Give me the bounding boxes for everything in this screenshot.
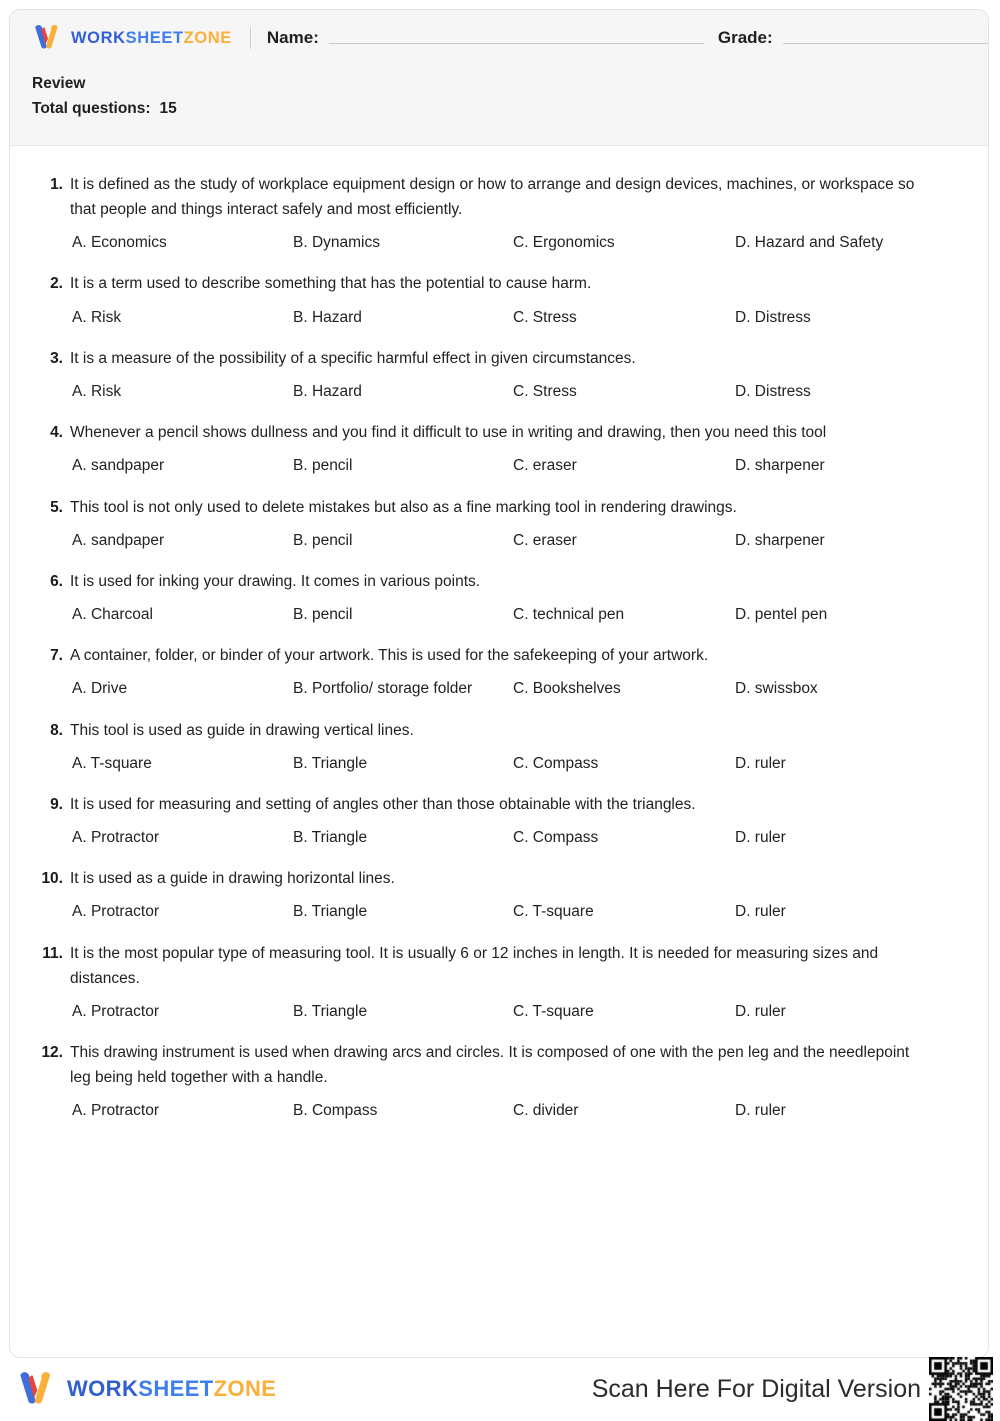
answer-option[interactable]: D. Hazard and Safety [735,234,884,252]
answer-options [36,900,962,923]
question-item [36,1040,962,1122]
question-number: 3. [50,349,63,367]
grade-label: Grade: [717,28,773,47]
answer-option[interactable]: C. T-square [513,1002,594,1020]
name-input-rule[interactable] [329,43,704,44]
question-prompt-row [36,346,962,371]
name-field[interactable] [267,28,704,48]
question-item [36,495,962,552]
answer-option[interactable]: D. ruler [735,1102,786,1120]
header-meta [10,66,988,122]
question-text: This tool is not only used to delete mistakes but also as a fine marking tool in rendering drawings. [70,498,737,516]
logo-word-part2: SHEET [125,28,184,47]
question-item [36,643,962,700]
question-number: 5. [50,498,63,516]
worksheet-header [10,10,988,146]
footer-worksheet-zone-w-mark-icon [16,1372,56,1407]
question-text: Whenever a pencil shows dullness and you find it difficult to use in writing and drawing, then you need this tool [70,424,827,442]
answer-option[interactable]: C. Stress [513,382,577,400]
worksheet-footer [0,1364,1000,1414]
question-number: 11. [42,944,63,962]
grade-input-rule[interactable] [783,43,989,44]
logo-word-zone: ZONE [183,28,232,47]
answer-options [36,529,962,552]
scan-here-text: Scan Here For Digital Version [591,1374,921,1403]
question-text: This drawing instrument is used when drawing arcs and circles. It is composed of one with the pen leg and the needlepoint leg being held together with a handle. [70,1044,910,1087]
answer-option[interactable]: D. pentel pen [735,606,828,624]
logo-word-part1: WORK [71,28,126,47]
answer-option[interactable]: D. ruler [735,754,786,772]
question-text: It is a term used to describe something that has the potential to cause harm. [70,275,592,293]
answer-option[interactable]: A. Drive [72,680,128,698]
question-item [36,866,962,923]
answer-option[interactable]: A. T-square [72,754,152,772]
answer-option[interactable]: B. Triangle [293,754,368,772]
question-text: It is defined as the study of workplace equipment design or how to arrange and design devices, machines, or workspace so that people and things interact safely and most efficiently. [70,176,915,219]
question-prompt-row [36,1040,962,1090]
qr-code-icon[interactable] [929,1357,993,1421]
question-item [36,941,962,1023]
answer-option[interactable]: D. ruler [735,1002,786,1020]
answer-option[interactable]: B. Portfolio/ storage folder [293,680,473,698]
logo-wordmark [71,30,232,47]
answer-option[interactable]: A. Economics [72,234,167,252]
question-number: 2. [50,275,63,293]
footer-logo-word-part1: WORK [67,1376,139,1401]
answer-option[interactable]: D. Distress [735,308,811,326]
answer-option[interactable]: B. pencil [293,531,353,549]
answer-options [36,231,962,254]
question-prompt-row [36,792,962,817]
worksheet-zone-logo [32,25,232,51]
worksheet-zone-w-mark-icon [32,25,62,51]
answer-options [36,603,962,626]
answer-options [36,826,962,849]
answer-options [36,306,962,329]
answer-options [36,1000,962,1023]
answer-option[interactable]: A. Protractor [72,903,159,921]
question-number: 9. [50,795,63,813]
header-top-row [10,10,988,66]
answer-option[interactable]: C. T-square [513,903,594,921]
question-item [36,792,962,849]
question-prompt-row [36,495,962,520]
answer-option[interactable]: A. sandpaper [72,457,165,475]
question-text: It is used for measuring and setting of angles other than those obtainable with the triangles. [70,795,696,813]
answer-option[interactable]: B. pencil [293,606,353,624]
question-number: 8. [50,721,63,739]
answer-option[interactable]: C. Bookshelves [513,680,621,698]
answer-option[interactable]: D. swissbox [735,680,818,698]
question-prompt-row [36,941,962,991]
question-prompt-row [36,866,962,891]
footer-logo-word-zone: ZONE [213,1376,277,1401]
answer-option[interactable]: C. Compass [513,754,599,772]
answer-option[interactable]: A. sandpaper [72,531,165,549]
question-prompt-row [36,718,962,743]
answer-option[interactable]: D. sharpener [735,531,825,549]
question-prompt-row [36,643,962,668]
answer-option[interactable]: C. Ergonomics [513,234,615,252]
answer-options [36,380,962,403]
question-number: 6. [50,572,63,590]
answer-options [36,752,962,775]
question-text: It is a measure of the possibility of a specific harmful effect in given circumstances. [70,349,636,367]
answer-option[interactable]: B. Triangle [293,903,368,921]
answer-option[interactable]: C. Stress [513,308,577,326]
name-label: Name: [266,28,319,47]
answer-option[interactable]: D. ruler [735,903,786,921]
question-item [36,718,962,775]
footer-worksheet-zone-logo [16,1372,276,1407]
total-questions [32,97,988,122]
question-item [36,271,962,328]
answer-options [36,1099,962,1122]
question-number: 1. [50,176,63,193]
question-text: It is used for inking your drawing. It comes in various points. [70,572,481,590]
answer-option[interactable]: C. eraser [513,531,577,549]
question-text: It is used as a guide in drawing horizontal lines. [70,870,395,888]
answer-option[interactable]: B. Triangle [293,1002,368,1020]
answer-option[interactable]: B. pencil [293,457,353,475]
answer-option[interactable]: A. Risk [72,308,122,326]
answer-option[interactable]: A. Protractor [72,1102,159,1120]
answer-option[interactable]: D. sharpener [735,457,825,475]
question-number: 12. [41,1044,63,1062]
worksheet-page [9,9,989,1358]
answer-option[interactable]: C. eraser [513,457,577,475]
worksheet-title: Review [32,75,86,92]
total-questions-value: 15 [159,99,177,117]
question-number: 10. [41,870,63,888]
answer-option[interactable]: C. divider [513,1102,579,1120]
answer-option[interactable]: A. Protractor [72,829,159,847]
question-text: This tool is used as guide in drawing vertical lines. [70,721,414,739]
answer-option[interactable]: B. Dynamics [293,234,380,252]
grade-field[interactable] [718,28,989,48]
question-prompt-row [36,271,962,296]
question-prompt-row [36,172,962,222]
answer-option[interactable]: C. technical pen [513,606,625,624]
answer-option[interactable]: B. Triangle [293,829,368,847]
answer-option[interactable]: C. Compass [513,829,599,847]
answer-option[interactable]: A. Protractor [72,1002,159,1020]
question-number: 4. [50,424,63,442]
question-prompt-row [36,569,962,594]
answer-option[interactable]: D. ruler [735,829,786,847]
header-divider [250,27,251,49]
question-text: It is the most popular type of measuring tool. It is usually 6 or 12 inches in length. It is needed for measuring sizes and distances. [70,944,879,987]
answer-option[interactable]: B. Hazard [293,308,362,326]
answer-option[interactable]: D. Distress [735,382,811,400]
answer-options [36,677,962,700]
question-item [36,420,962,477]
question-item [36,172,962,254]
answer-option[interactable]: A. Risk [72,382,122,400]
answer-option[interactable]: A. Charcoal [72,606,153,624]
question-text: A container, folder, or binder of your artwork. This is used for the safekeeping of your artwork. [70,647,709,665]
footer-logo-word-part2: SHEET [138,1376,214,1401]
question-number: 7. [50,647,63,665]
answer-options [36,454,962,477]
footer-logo-wordmark [67,1378,276,1400]
questions-list [10,146,988,1123]
answer-option[interactable]: B. Hazard [293,382,362,400]
total-questions-label: Total questions: [32,99,151,117]
question-prompt-row [36,420,962,445]
answer-option[interactable]: B. Compass [293,1102,378,1120]
question-item [36,346,962,403]
question-item [36,569,962,626]
